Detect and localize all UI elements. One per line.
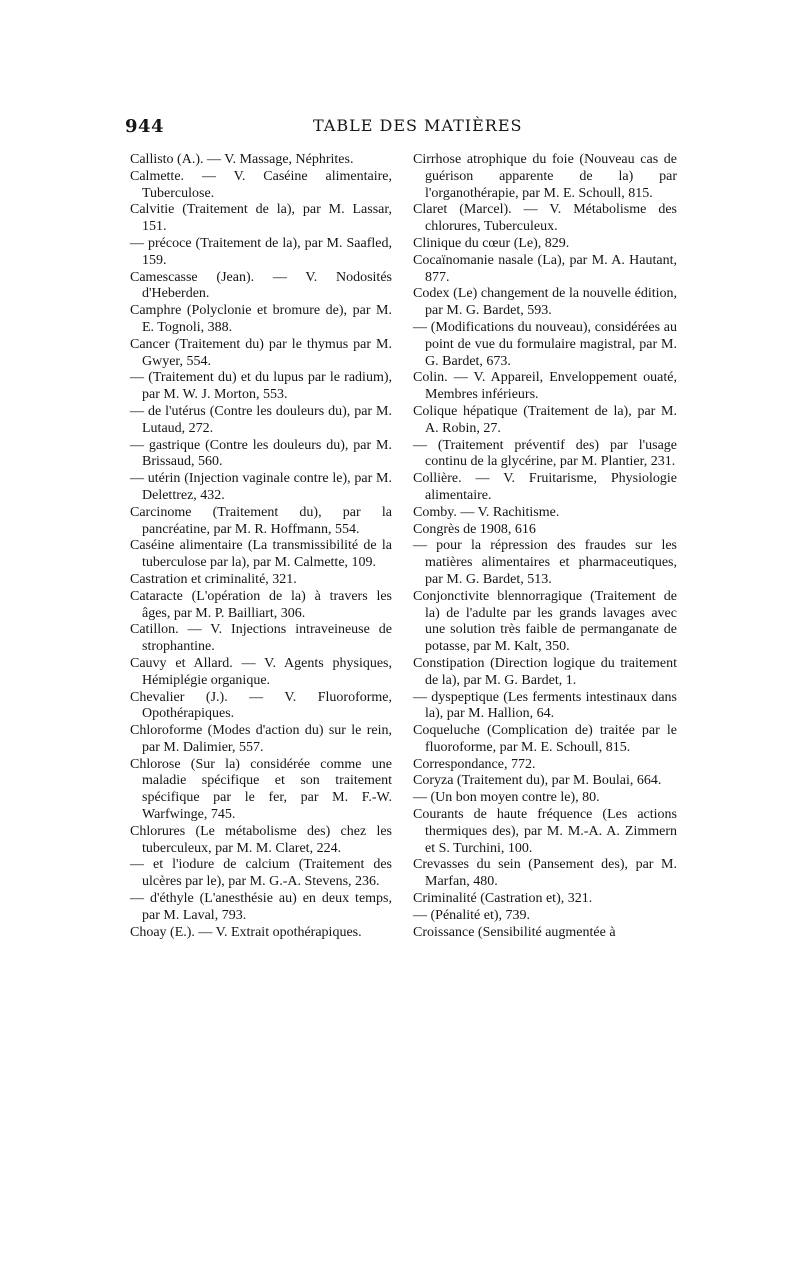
index-entry: Cataracte (L'opération de la) à travers les âges, par M. P. Bailliart, 306. <box>130 588 392 621</box>
index-entry: Chevalier (J.). — V. Fluoroforme, Opothérapiques. <box>130 689 392 722</box>
index-entry: Colin. — V. Appareil, Enveloppement ouaté, Membres inférieurs. <box>413 370 677 403</box>
index-entry: — précoce (Traitement de la), par M. Saafled, 159. <box>130 235 392 268</box>
page-number: 944 <box>125 116 165 137</box>
index-entry: Constipation (Direction logique du traitement de la), par M. G. Bardet, 1. <box>413 655 677 688</box>
index-entry: Castration et criminalité, 321. <box>130 571 297 587</box>
index-entry: — (Pénalité et), 739. <box>413 907 531 923</box>
index-entry: — d'éthyle (L'anesthésie au) en deux temps, par M. Laval, 793. <box>130 891 392 923</box>
index-entry: — (Un bon moyen contre le), 80. <box>413 790 600 806</box>
index-entry: Cancer (Traitement du) par le thymus par M. Gwyer, 554. <box>130 336 392 369</box>
index-entry: Chloroforme (Modes d'action du) sur le rein, par M. Dalimier, 557. <box>130 723 392 755</box>
index-entry: Chlorose (Sur la) considérée comme une maladie spécifique et son traitement spécifique par le fer, par M. F.-W. Warfwinge, 745. <box>130 756 392 823</box>
index-entry: Comby. — V. Rachitisme. <box>413 504 560 520</box>
index-entry: Croissance (Sensibilité augmentée à <box>413 924 616 940</box>
index-entry: — pour la répression des fraudes sur les matières alimentaires et pharmaceutiques, par M. G. Bardet, 513. <box>413 538 677 587</box>
index-entry: Camphre (Polyclonie et bromure de), par M. E. Tognoli, 388. <box>130 303 392 335</box>
index-entry: Calvitie (Traitement de la), par M. Lassar, 151. <box>130 202 392 235</box>
index-entry: — (Modifications du nouveau), considérées au point de vue du formulaire magistral, par M. G. Bardet, 673. <box>413 319 677 369</box>
index-entry: Choay (E.). — V. Extrait opothérapiques. <box>130 924 362 940</box>
index-entry: — (Traitement préventif des) par l'usage continu de la glycérine, par M. Plantier, 231. <box>413 437 677 470</box>
index-entry: Coryza (Traitement du), par M. Boulai, 664. <box>413 773 662 789</box>
index-entry: Cauvy et Allard. — V. Agents physiques, Hémiplégie organique. <box>130 655 392 688</box>
page-title: TABLE DES MATIÈRES <box>313 116 523 135</box>
index-entry: — dyspeptique (Les ferments intestinaux dans la), par M. Hallion, 64. <box>413 689 677 722</box>
index-entry: Camescasse (Jean). — V. Nodosités d'Heberden. <box>130 269 392 302</box>
index-entry: Courants de haute fréquence (Les actions thermiques des), par M. M.-A. A. Zimmern et S. Turchini, 100. <box>413 807 677 856</box>
index-entry: Chlorures (Le métabolisme des) chez les tuberculeux, par M. M. Claret, 224. <box>130 823 392 856</box>
index-entry: Crevasses du sein (Pansement des), par M. Marfan, 480. <box>413 857 677 890</box>
index-entry: Caséine alimentaire (La transmissibilité de la tuberculose par la), par M. Calmette, 109. <box>130 538 392 571</box>
index-entry: — et l'iodure de calcium (Traitement des ulcères par le), par M. G.-A. Stevens, 236. <box>130 857 392 890</box>
index-entry: Claret (Marcel). — V. Métabolisme des chlorures, Tuberculeux. <box>413 202 677 235</box>
index-entry: Catillon. — V. Injections intraveineuse de strophantine. <box>130 622 392 655</box>
index-column-left <box>130 152 392 941</box>
index-entry: Colique hépatique (Traitement de la), par M. A. Robin, 27. <box>413 403 677 436</box>
page-header <box>125 116 665 140</box>
index-entry: Criminalité (Castration et), 321. <box>413 891 593 907</box>
index-entry: Codex (Le) changement de la nouvelle édition, par M. G. Bardet, 593. <box>413 286 677 319</box>
index-entry: Carcinome (Traitement du), par la pancréatine, par M. R. Hoffmann, 554. <box>130 504 392 537</box>
index-entry: Coqueluche (Complication de) traitée par le fluoroforme, par M. E. Schoull, 815. <box>413 723 677 755</box>
index-entry: — gastrique (Contre les douleurs du), par M. Brissaud, 560. <box>130 437 392 470</box>
index-entry: Clinique du cœur (Le), 829. <box>413 235 570 251</box>
index-entry: Congrès de 1908, 616 <box>413 521 536 537</box>
index-entry: — (Traitement du) et du lupus par le radium), par M. W. J. Morton, 553. <box>130 370 392 403</box>
index-entry: Correspondance, 772. <box>413 756 536 772</box>
index-entry: Calmette. — V. Caséine alimentaire, Tuberculose. <box>130 168 392 201</box>
index-entry: Callisto (A.). — V. Massage, Néphrites. <box>130 152 354 167</box>
index-entry: — de l'utérus (Contre les douleurs du), par M. Lutaud, 272. <box>130 403 392 436</box>
index-entry: — utérin (Injection vaginale contre le), par M. Delettrez, 432. <box>130 471 392 503</box>
index-column-right <box>413 152 677 941</box>
index-entry: Cirrhose atrophique du foie (Nouveau cas de guérison apparente de la) par l'organothérapie, par M. E. Schoull, 815. <box>413 152 677 201</box>
index-entry: Conjonctivite blennorragique (Traitement de la) de l'adulte par les grands lavages avec une solution très faible de permanganate de potasse, par M. Kalt, 350. <box>413 588 677 655</box>
index-entry: Cocaïnomanie nasale (La), par M. A. Hautant, 877. <box>413 252 677 285</box>
index-entry: Collière. — V. Fruitarisme, Physiologie alimentaire. <box>413 471 677 503</box>
